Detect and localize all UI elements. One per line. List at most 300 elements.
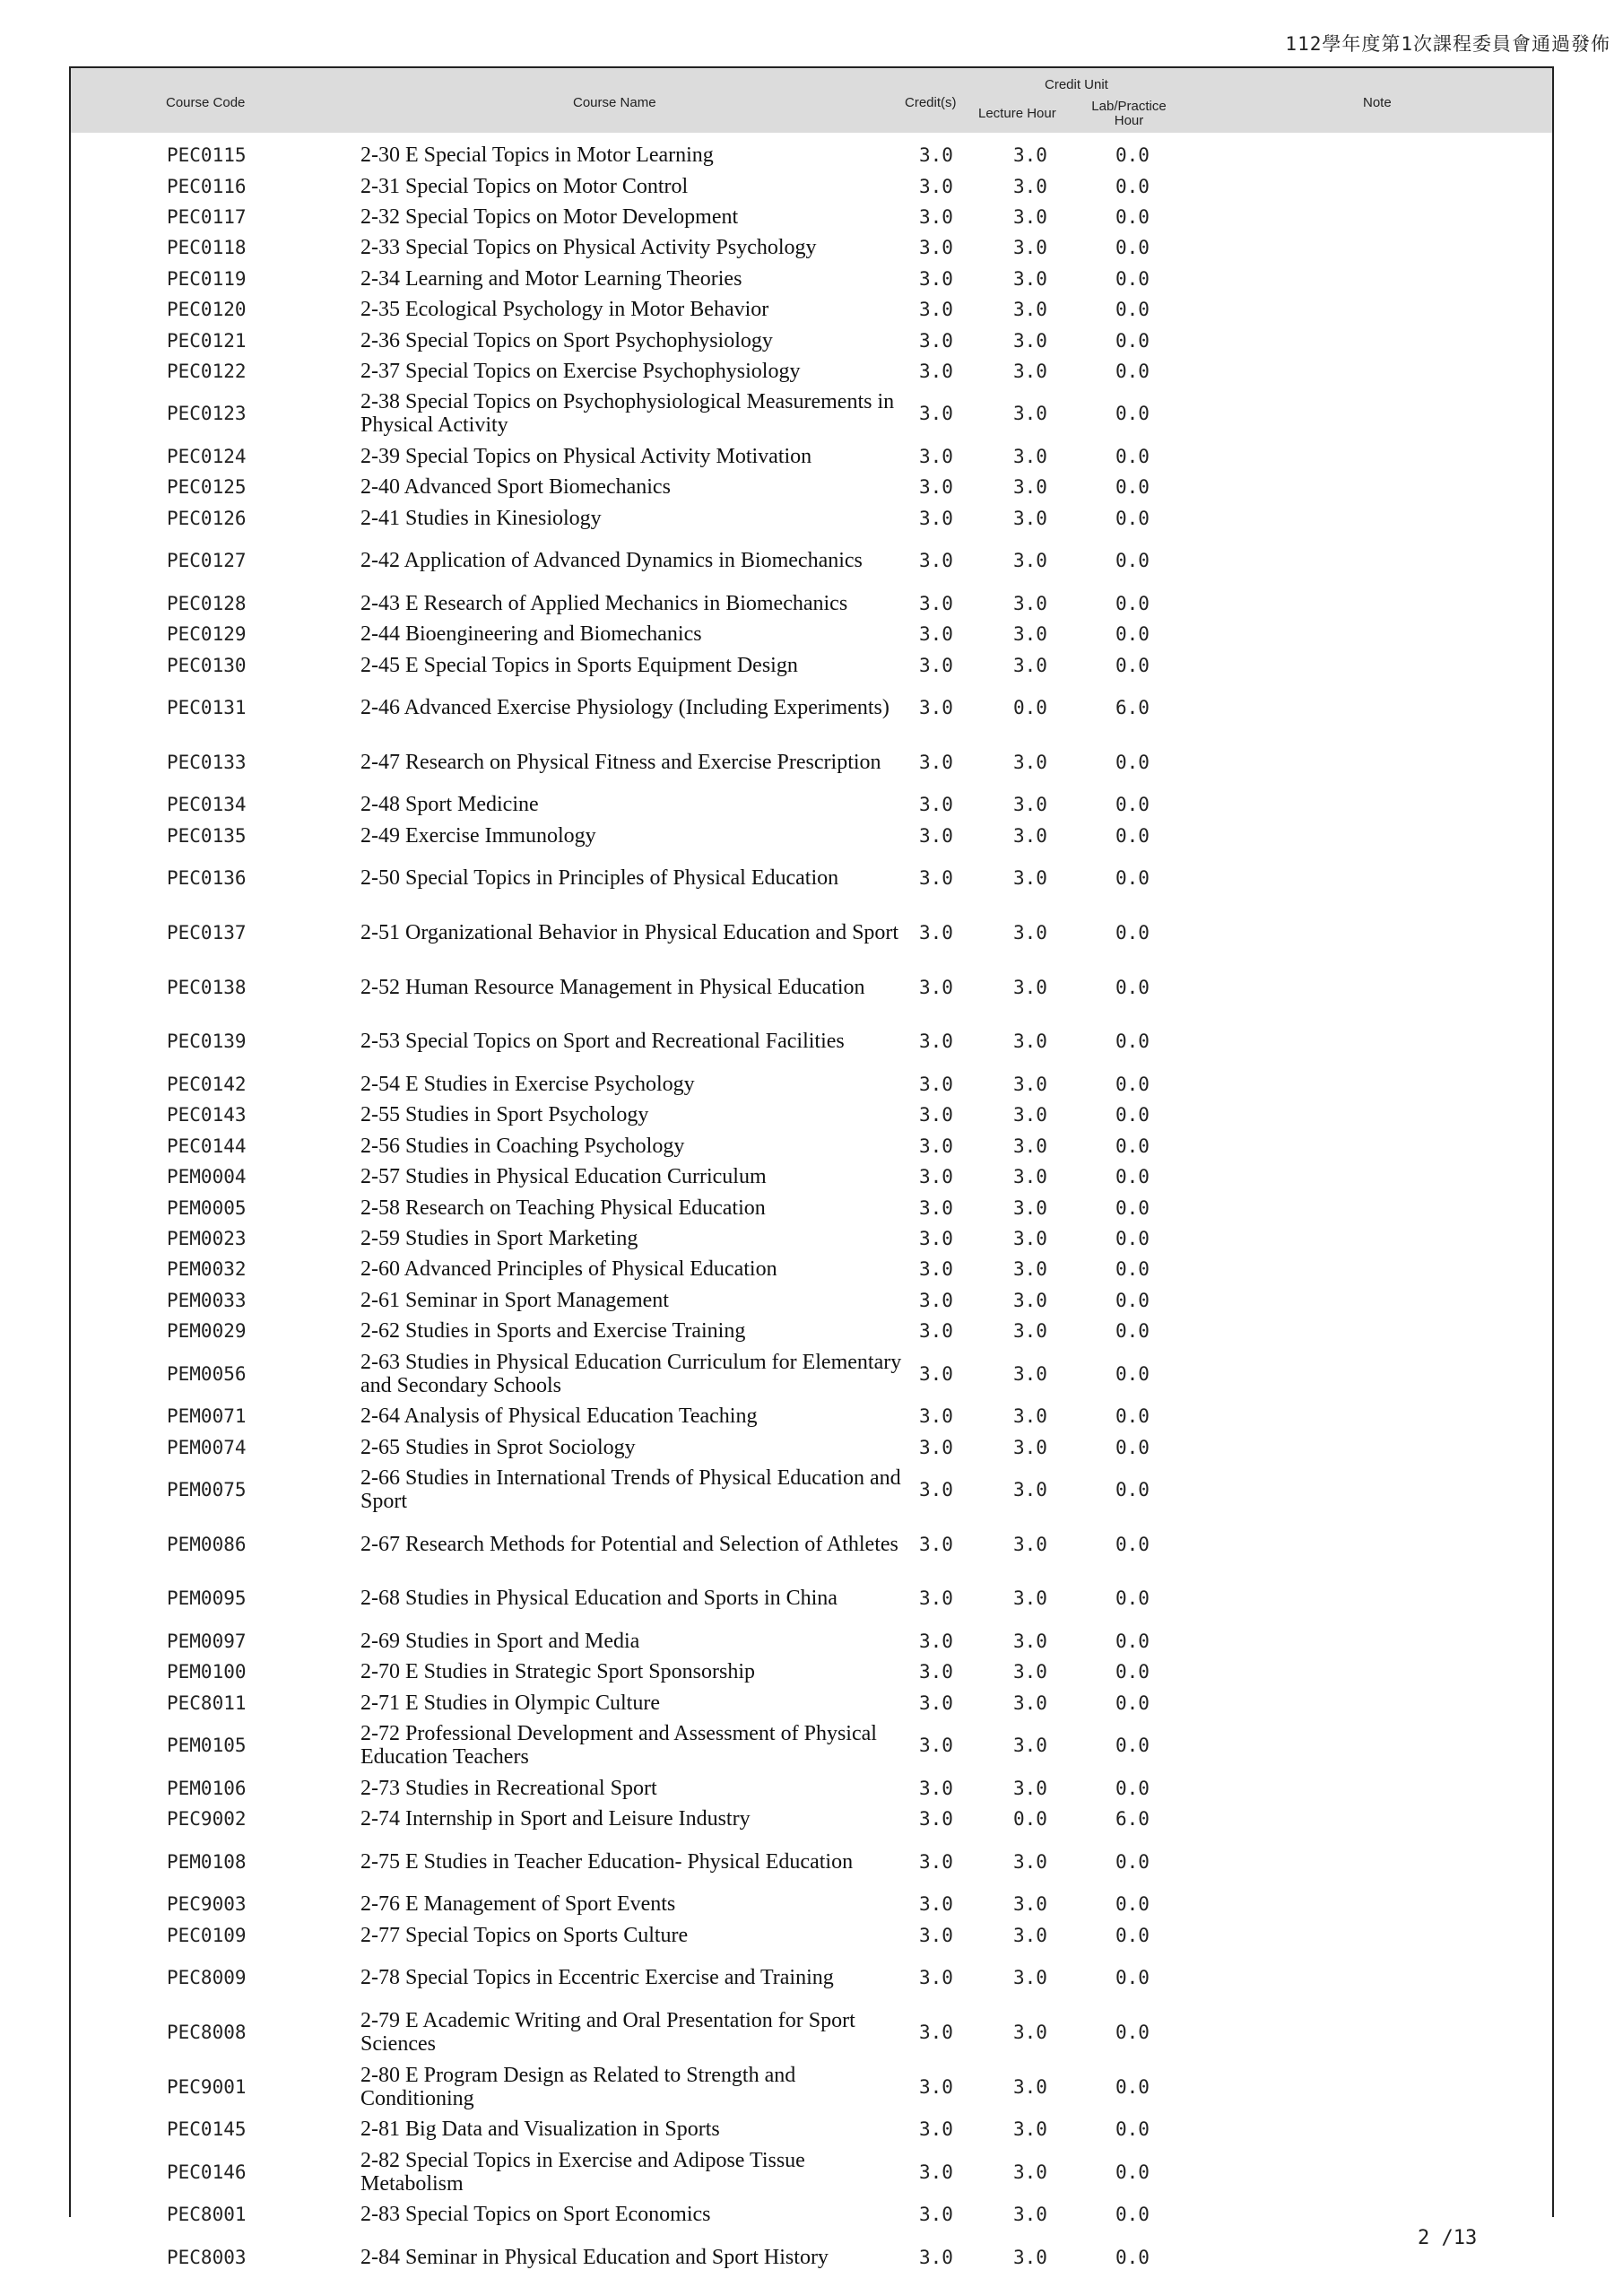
lecture-hour-cell: 3.0: [1013, 1405, 1047, 1428]
lecture-hour-cell: 3.0: [1013, 1436, 1047, 1458]
page-number: 2 /13: [1418, 2227, 1478, 2249]
lecture-hour-cell: 3.0: [1013, 1777, 1047, 1799]
course-code-cell: PEC0117: [167, 205, 247, 228]
credits-cell: 3.0: [919, 1587, 953, 1610]
credits-cell: 3.0: [919, 237, 953, 259]
course-name-cell: 2-57 Studies in Physical Education Curriculum: [360, 1165, 767, 1189]
course-code-cell: PEC0134: [167, 794, 247, 816]
lab-hour-cell: 0.0: [1115, 507, 1150, 529]
lecture-hour-cell: 3.0: [1013, 2246, 1047, 2268]
lecture-hour-cell: 3.0: [1013, 446, 1047, 467]
lecture-hour-cell: 3.0: [1013, 237, 1047, 259]
table-row: [71, 1014, 1552, 1069]
lecture-hour-cell: 3.0: [1013, 1692, 1047, 1714]
lab-hour-cell: 0.0: [1115, 623, 1150, 646]
course-name-cell: 2-44 Bioengineering and Biomechanics: [360, 622, 702, 647]
lab-hour-cell: 0.0: [1115, 794, 1150, 816]
lab-hour-cell: 0.0: [1115, 824, 1150, 847]
lecture-hour-cell: 3.0: [1013, 1104, 1047, 1126]
table-row: [71, 1571, 1552, 1626]
course-name-cell: 2-63 Studies in Physical Education Curriculum for Elementary and Secondary Schools: [360, 1350, 902, 1397]
table-row: [71, 356, 1552, 387]
course-name-cell: 2-50 Special Topics in Principles of Physical Education: [360, 866, 839, 891]
credits-cell: 3.0: [919, 1661, 953, 1683]
table-row: [71, 821, 1552, 851]
credits-cell: 3.0: [919, 446, 953, 467]
course-code-cell: PEC0122: [167, 360, 247, 382]
lab-hour-cell: 0.0: [1115, 2075, 1150, 2098]
credits-cell: 3.0: [919, 550, 953, 572]
course-code-cell: PEM0004: [167, 1166, 247, 1188]
course-name-cell: 2-39 Special Topics on Physical Activity Motivation: [360, 445, 812, 468]
course-name-cell: 2-72 Professional Development and Assessment of Physical Education Teachers: [360, 1722, 877, 1770]
course-code-cell: PEM0029: [167, 1320, 247, 1343]
lecture-hour-cell: 3.0: [1013, 1850, 1047, 1873]
lecture-hour-cell: 0.0: [1013, 697, 1047, 719]
credits-cell: 3.0: [919, 1073, 953, 1095]
table-row: [71, 1688, 1552, 1718]
lab-hour-cell: 0.0: [1115, 1735, 1150, 1757]
lecture-hour-cell: 3.0: [1013, 2204, 1047, 2226]
table-row: [71, 294, 1552, 325]
credits-cell: 3.0: [919, 2075, 953, 2098]
lecture-hour-cell: 3.0: [1013, 1196, 1047, 1219]
credits-cell: 3.0: [919, 205, 953, 228]
lab-hour-cell: 0.0: [1115, 976, 1150, 998]
table-row: [71, 649, 1552, 680]
table-row: [71, 1161, 1552, 1192]
credits-cell: 3.0: [919, 976, 953, 998]
table-row: [71, 2230, 1552, 2284]
credits-cell: 3.0: [919, 697, 953, 719]
lab-hour-cell: 6.0: [1115, 697, 1150, 719]
table-row: [71, 1069, 1552, 1100]
lecture-hour-cell: 3.0: [1013, 360, 1047, 382]
lecture-hour-cell: 3.0: [1013, 2161, 1047, 2183]
credits-cell: 3.0: [919, 144, 953, 167]
credits-cell: 3.0: [919, 1479, 953, 1501]
lab-hour-cell: 0.0: [1115, 1692, 1150, 1714]
course-name-cell: 2-30 E Special Topics in Motor Learning: [360, 144, 714, 168]
table-row: [71, 1223, 1552, 1254]
lab-hour-cell: 0.0: [1115, 2246, 1150, 2268]
course-code-cell: PEM0071: [167, 1405, 247, 1428]
course-name-cell: 2-61 Seminar in Sport Management: [360, 1288, 669, 1312]
course-code-cell: PEC0135: [167, 824, 247, 847]
lecture-hour-cell: 3.0: [1013, 1227, 1047, 1249]
lecture-hour-cell: 0.0: [1013, 1808, 1047, 1831]
table-row: [71, 960, 1552, 1014]
lecture-hour-cell: 3.0: [1013, 205, 1047, 228]
credits-cell: 3.0: [919, 329, 953, 352]
course-name-cell: 2-42 Application of Advanced Dynamics in Biomechanics: [360, 549, 863, 573]
course-code-cell: PEM0100: [167, 1661, 247, 1683]
table-row: [71, 1131, 1552, 1161]
course-code-cell: PEC0109: [167, 1924, 247, 1946]
table-row: [71, 1431, 1552, 1462]
credits-cell: 3.0: [919, 1135, 953, 1157]
table-header: [71, 68, 1552, 133]
lab-hour-cell: 0.0: [1115, 267, 1150, 290]
course-name-cell: 2-84 Seminar in Physical Education and Sport History: [360, 2245, 829, 2269]
course-code-cell: PEC0131: [167, 697, 247, 719]
course-code-cell: PEC8003: [167, 2246, 247, 2268]
lecture-hour-cell: 3.0: [1013, 751, 1047, 773]
lecture-hour-cell: 3.0: [1013, 1258, 1047, 1281]
course-code-cell: PEC0136: [167, 867, 247, 890]
credits-cell: 3.0: [919, 1227, 953, 1249]
lab-hour-cell: 0.0: [1115, 1587, 1150, 1610]
header-lecture-hour: Lecture Hour: [978, 106, 1056, 121]
course-code-cell: PEM0074: [167, 1436, 247, 1458]
table-row: [71, 1284, 1552, 1315]
table-row: [71, 503, 1552, 534]
course-code-cell: PEC0118: [167, 237, 247, 259]
credits-cell: 3.0: [919, 2021, 953, 2043]
course-code-cell: PEM0108: [167, 1850, 247, 1873]
credits-cell: 3.0: [919, 476, 953, 499]
lecture-hour-cell: 3.0: [1013, 550, 1047, 572]
lecture-hour-cell: 3.0: [1013, 1587, 1047, 1610]
course-name-cell: 2-82 Special Topics in Exercise and Adipose Tissue Metabolism: [360, 2148, 805, 2196]
table-row: [71, 1773, 1552, 1804]
credits-cell: 3.0: [919, 922, 953, 944]
course-name-cell: 2-77 Special Topics on Sports Culture: [360, 1923, 689, 1947]
course-code-cell: PEC8001: [167, 2204, 247, 2226]
lecture-hour-cell: 3.0: [1013, 1967, 1047, 1989]
lab-hour-cell: 0.0: [1115, 1289, 1150, 1311]
credits-cell: 3.0: [919, 2246, 953, 2268]
table-row: [71, 170, 1552, 201]
course-code-cell: PEC0125: [167, 476, 247, 499]
table-row: [71, 906, 1552, 961]
lecture-hour-cell: 3.0: [1013, 2118, 1047, 2141]
course-name-cell: 2-41 Studies in Kinesiology: [360, 506, 602, 530]
course-name-cell: 2-76 E Management of Sport Events: [360, 1892, 676, 1917]
course-name-cell: 2-56 Studies in Coaching Psychology: [360, 1134, 685, 1158]
lecture-hour-cell: 3.0: [1013, 1320, 1047, 1343]
course-code-cell: PEM0086: [167, 1533, 247, 1555]
lecture-hour-cell: 3.0: [1013, 1031, 1047, 1053]
lecture-hour-cell: 3.0: [1013, 824, 1047, 847]
course-name-cell: 2-75 E Studies in Teacher Education- Physical Education: [360, 1849, 854, 1874]
course-code-cell: PEC0137: [167, 922, 247, 944]
course-code-cell: PEC9003: [167, 1893, 247, 1916]
credits-cell: 3.0: [919, 751, 953, 773]
course-name-cell: 2-37 Special Topics on Exercise Psychophysiology: [360, 359, 801, 383]
credits-cell: 3.0: [919, 175, 953, 197]
course-name-cell: 2-74 Internship in Sport and Leisure Industry: [360, 1807, 751, 1831]
lab-hour-cell: 0.0: [1115, 446, 1150, 467]
course-code-cell: PEM0032: [167, 1258, 247, 1281]
table-row: [71, 1626, 1552, 1657]
credits-cell: 3.0: [919, 1289, 953, 1311]
course-name-cell: 2-64 Analysis of Physical Education Teaching: [360, 1405, 758, 1429]
table-row: [71, 1100, 1552, 1130]
lab-hour-cell: 0.0: [1115, 1893, 1150, 1916]
lab-hour-cell: 0.0: [1115, 1777, 1150, 1799]
course-name-cell: 2-62 Studies in Sports and Exercise Training: [360, 1319, 746, 1344]
course-code-cell: PEC0126: [167, 507, 247, 529]
course-name-cell: 2-65 Studies in Sprot Sociology: [360, 1435, 636, 1459]
lab-hour-cell: 0.0: [1115, 867, 1150, 890]
credits-cell: 3.0: [919, 1533, 953, 1555]
course-name-cell: 2-47 Research on Physical Fitness and Exercise Prescription: [360, 750, 881, 774]
table-row: [71, 2059, 1552, 2114]
table-row: [71, 735, 1552, 790]
course-name-cell: 2-80 E Program Design as Related to Strength and Conditioning: [360, 2063, 796, 2110]
lab-hour-cell: 0.0: [1115, 299, 1150, 321]
credits-cell: 3.0: [919, 299, 953, 321]
course-code-cell: PEC8011: [167, 1692, 247, 1714]
lecture-hour-cell: 3.0: [1013, 1533, 1047, 1555]
table-row: [71, 1192, 1552, 1222]
lab-hour-cell: 0.0: [1115, 403, 1150, 425]
lecture-hour-cell: 3.0: [1013, 1073, 1047, 1095]
course-code-cell: PEM0056: [167, 1362, 247, 1385]
credits-cell: 3.0: [919, 1808, 953, 1831]
course-name-cell: 2-51 Organizational Behavior in Physical Education and Sport: [360, 921, 899, 945]
credits-cell: 3.0: [919, 507, 953, 529]
credits-cell: 3.0: [919, 1031, 953, 1053]
header-course-name: Course Name: [573, 95, 656, 110]
lecture-hour-cell: 3.0: [1013, 922, 1047, 944]
table-row: [71, 387, 1552, 441]
lab-hour-cell: 0.0: [1115, 1073, 1150, 1095]
table-row: [71, 2005, 1552, 2060]
table-row: [71, 1834, 1552, 1889]
credits-cell: 3.0: [919, 1258, 953, 1281]
course-name-cell: 2-46 Advanced Exercise Physiology (Including Experiments): [360, 696, 890, 720]
course-code-cell: PEC8009: [167, 1967, 247, 1989]
table-row: [71, 2144, 1552, 2199]
lecture-hour-cell: 3.0: [1013, 144, 1047, 167]
lab-hour-cell: 0.0: [1115, 592, 1150, 614]
credits-cell: 3.0: [919, 1362, 953, 1385]
lecture-hour-cell: 3.0: [1013, 329, 1047, 352]
credits-cell: 3.0: [919, 2204, 953, 2226]
course-name-cell: 2-32 Special Topics on Motor Development: [360, 204, 739, 229]
credits-cell: 3.0: [919, 1850, 953, 1873]
table-row: [71, 534, 1552, 588]
course-code-cell: PEC0127: [167, 550, 247, 572]
lab-hour-cell: 0.0: [1115, 1135, 1150, 1157]
table-row: [71, 1951, 1552, 2005]
credits-cell: 3.0: [919, 1436, 953, 1458]
lab-hour-cell: 0.0: [1115, 175, 1150, 197]
header-lab-practice-hour: Lab/Practice Hour: [1091, 99, 1167, 128]
lab-hour-cell: 0.0: [1115, 329, 1150, 352]
credits-cell: 3.0: [919, 1405, 953, 1428]
table-row: [71, 1346, 1552, 1401]
course-name-cell: 2-45 E Special Topics in Sports Equipment Design: [360, 653, 798, 677]
course-name-cell: 2-78 Special Topics in Eccentric Exercise and Training: [360, 1966, 834, 1990]
lab-hour-cell: 0.0: [1115, 2161, 1150, 2183]
course-name-cell: 2-43 E Research of Applied Mechanics in Biomechanics: [360, 591, 848, 615]
course-name-cell: 2-73 Studies in Recreational Sport: [360, 1776, 657, 1800]
lab-hour-cell: 0.0: [1115, 1166, 1150, 1188]
lab-hour-cell: 0.0: [1115, 1630, 1150, 1652]
table-row: [71, 851, 1552, 906]
credits-cell: 3.0: [919, 1196, 953, 1219]
course-code-cell: PEC0133: [167, 751, 247, 773]
lecture-hour-cell: 3.0: [1013, 1166, 1047, 1188]
course-code-cell: PEC0139: [167, 1031, 247, 1053]
lab-hour-cell: 0.0: [1115, 2118, 1150, 2141]
lab-hour-cell: 0.0: [1115, 1104, 1150, 1126]
lab-hour-cell: 0.0: [1115, 1196, 1150, 1219]
lecture-hour-cell: 3.0: [1013, 1893, 1047, 1916]
lab-hour-cell: 0.0: [1115, 1924, 1150, 1946]
lab-hour-cell: 0.0: [1115, 1533, 1150, 1555]
lecture-hour-cell: 3.0: [1013, 654, 1047, 676]
course-name-cell: 2-59 Studies in Sport Marketing: [360, 1226, 638, 1250]
credits-cell: 3.0: [919, 360, 953, 382]
lecture-hour-cell: 3.0: [1013, 476, 1047, 499]
course-name-cell: 2-34 Learning and Motor Learning Theories: [360, 266, 742, 291]
course-code-cell: PEC8008: [167, 2021, 247, 2043]
credits-cell: 3.0: [919, 1166, 953, 1188]
course-name-cell: 2-33 Special Topics on Physical Activity Psychology: [360, 236, 817, 260]
credits-cell: 3.0: [919, 824, 953, 847]
lecture-hour-cell: 3.0: [1013, 403, 1047, 425]
course-name-cell: 2-60 Advanced Principles of Physical Education: [360, 1257, 777, 1282]
course-name-cell: 2-68 Studies in Physical Education and Sports in China: [360, 1587, 838, 1611]
table-row: [71, 264, 1552, 294]
course-code-cell: PEC0130: [167, 654, 247, 676]
credits-cell: 3.0: [919, 1630, 953, 1652]
lecture-hour-cell: 3.0: [1013, 867, 1047, 890]
credits-cell: 3.0: [919, 1967, 953, 1989]
table-row: [71, 325, 1552, 355]
table-body: [71, 140, 1552, 2284]
credits-cell: 3.0: [919, 403, 953, 425]
credits-cell: 3.0: [919, 623, 953, 646]
lab-hour-cell: 0.0: [1115, 144, 1150, 167]
credits-cell: 3.0: [919, 1924, 953, 1946]
credits-cell: 3.0: [919, 1320, 953, 1343]
course-code-cell: PEC0138: [167, 976, 247, 998]
course-name-cell: 2-55 Studies in Sport Psychology: [360, 1103, 649, 1127]
course-code-cell: PEC0121: [167, 329, 247, 352]
credits-cell: 3.0: [919, 1777, 953, 1799]
course-code-cell: PEC0116: [167, 175, 247, 197]
course-name-cell: 2-52 Human Resource Management in Physical Education: [360, 975, 865, 999]
lab-hour-cell: 0.0: [1115, 1320, 1150, 1343]
course-name-cell: 2-49 Exercise Immunology: [360, 823, 596, 848]
course-code-cell: PEC0119: [167, 267, 247, 290]
course-code-cell: PEC9001: [167, 2075, 247, 2098]
table-row: [71, 1920, 1552, 1951]
course-name-cell: 2-35 Ecological Psychology in Motor Behavior: [360, 298, 769, 322]
credits-cell: 3.0: [919, 867, 953, 890]
lecture-hour-cell: 3.0: [1013, 1362, 1047, 1385]
header-credits: Credit(s): [905, 95, 957, 110]
course-code-cell: PEC0143: [167, 1104, 247, 1126]
lecture-hour-cell: 3.0: [1013, 267, 1047, 290]
lecture-hour-cell: 3.0: [1013, 1735, 1047, 1757]
header-course-code: Course Code: [166, 95, 246, 110]
lab-hour-cell: 0.0: [1115, 654, 1150, 676]
table-row: [71, 232, 1552, 263]
credits-cell: 3.0: [919, 2118, 953, 2141]
course-code-cell: PEM0075: [167, 1479, 247, 1501]
lecture-hour-cell: 3.0: [1013, 2021, 1047, 2043]
course-code-cell: PEC0123: [167, 403, 247, 425]
course-code-cell: PEC0129: [167, 623, 247, 646]
course-name-cell: 2-66 Studies in International Trends of Physical Education and Sport: [360, 1466, 901, 1514]
table-row: [71, 1657, 1552, 1687]
table-row: [71, 1889, 1552, 1919]
course-name-cell: 2-83 Special Topics on Sport Economics: [360, 2203, 711, 2227]
lab-hour-cell: 0.0: [1115, 1405, 1150, 1428]
lab-hour-cell: 0.0: [1115, 1227, 1150, 1249]
course-name-cell: 2-40 Advanced Sport Biomechanics: [360, 475, 671, 500]
credits-cell: 3.0: [919, 1692, 953, 1714]
lab-hour-cell: 0.0: [1115, 1479, 1150, 1501]
lab-hour-cell: 0.0: [1115, 1967, 1150, 1989]
lecture-hour-cell: 3.0: [1013, 1135, 1047, 1157]
lecture-hour-cell: 3.0: [1013, 507, 1047, 529]
table-row: [71, 1517, 1552, 1571]
table-row: [71, 1463, 1552, 1518]
document-header: 112學年度第1次課程委員會通過發佈: [1285, 33, 1610, 55]
course-code-cell: PEC0128: [167, 592, 247, 614]
course-name-cell: 2-38 Special Topics on Psychophysiological Measurements in Physical Activity: [360, 390, 895, 438]
lab-hour-cell: 0.0: [1115, 1850, 1150, 1873]
course-code-cell: PEM0023: [167, 1227, 247, 1249]
course-name-cell: 2-79 E Academic Writing and Oral Presentation for Sport Sciences: [360, 2008, 855, 2056]
course-code-cell: PEC0145: [167, 2118, 247, 2141]
header-note: Note: [1363, 95, 1392, 110]
course-name-cell: 2-53 Special Topics on Sport and Recreational Facilities: [360, 1030, 845, 1054]
lecture-hour-cell: 3.0: [1013, 976, 1047, 998]
course-code-cell: PEM0033: [167, 1289, 247, 1311]
course-code-cell: PEM0106: [167, 1777, 247, 1799]
lab-hour-cell: 0.0: [1115, 360, 1150, 382]
course-code-cell: PEC0144: [167, 1135, 247, 1157]
credits-cell: 3.0: [919, 1893, 953, 1916]
lecture-hour-cell: 3.0: [1013, 1924, 1047, 1946]
lab-hour-cell: 0.0: [1115, 1436, 1150, 1458]
table-row: [71, 441, 1552, 472]
lab-hour-cell: 0.0: [1115, 2021, 1150, 2043]
course-name-cell: 2-36 Special Topics on Sport Psychophysiology: [360, 328, 773, 352]
lab-hour-cell: 0.0: [1115, 2204, 1150, 2226]
table-row: [71, 1254, 1552, 1284]
course-code-cell: PEM0005: [167, 1196, 247, 1219]
header-credit-unit: Credit Unit: [1045, 77, 1108, 92]
lab-hour-cell: 0.0: [1115, 1661, 1150, 1683]
table-row: [71, 619, 1552, 649]
course-name-cell: 2-48 Sport Medicine: [360, 793, 539, 817]
credits-cell: 3.0: [919, 2161, 953, 2183]
table-row: [71, 2114, 1552, 2144]
lab-hour-cell: 0.0: [1115, 1258, 1150, 1281]
course-code-cell: PEC0146: [167, 2161, 247, 2183]
lab-hour-cell: 0.0: [1115, 1362, 1150, 1385]
course-name-cell: 2-31 Special Topics on Motor Control: [360, 174, 689, 198]
lecture-hour-cell: 3.0: [1013, 1479, 1047, 1501]
lab-hour-cell: 0.0: [1115, 205, 1150, 228]
lecture-hour-cell: 3.0: [1013, 592, 1047, 614]
lab-hour-cell: 0.0: [1115, 476, 1150, 499]
table-row: [71, 2199, 1552, 2230]
course-name-cell: 2-58 Research on Teaching Physical Education: [360, 1196, 766, 1220]
lecture-hour-cell: 3.0: [1013, 299, 1047, 321]
credits-cell: 3.0: [919, 654, 953, 676]
table-row: [71, 1316, 1552, 1346]
